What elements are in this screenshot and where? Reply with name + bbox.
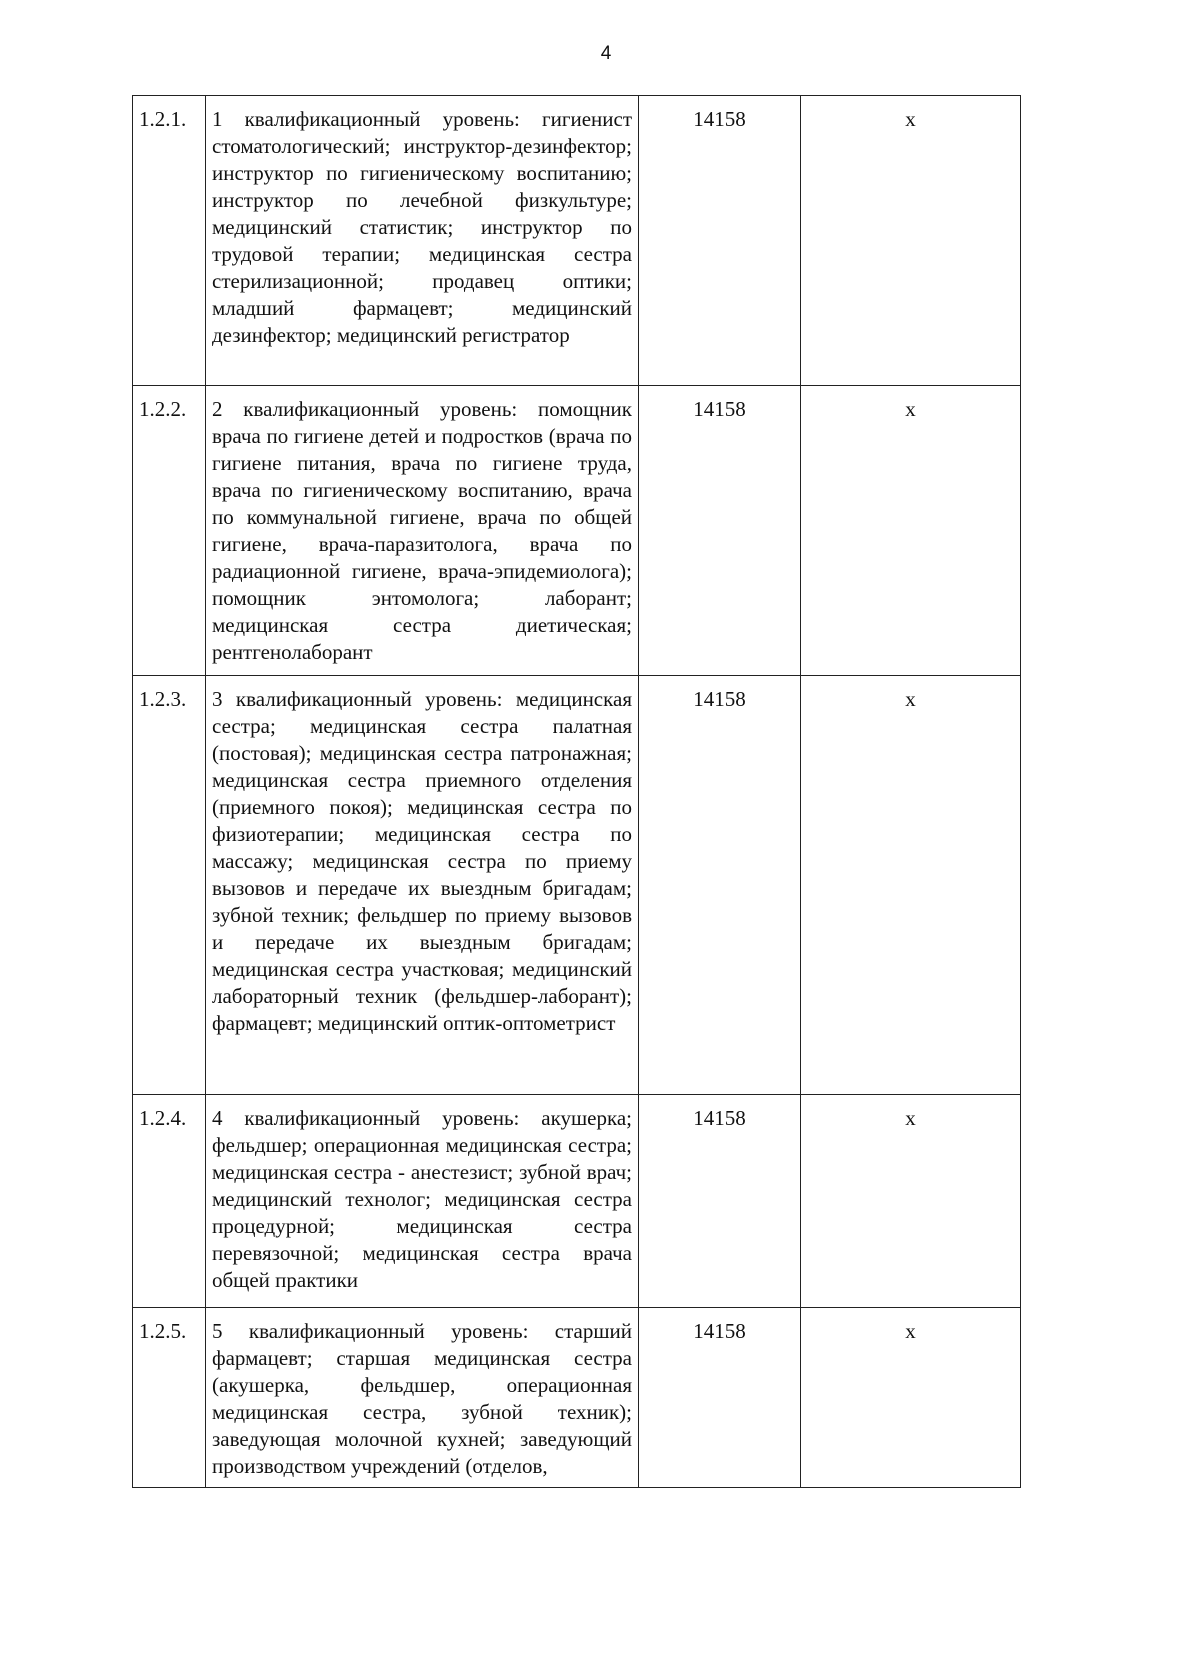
row-number: 1.2.3. [133, 676, 206, 1095]
qualification-table [132, 95, 1021, 1488]
row-mark: x [801, 386, 1021, 676]
row-number: 1.2.5. [133, 1308, 206, 1488]
row-description: 3 квалификационный уровень: медицинская сестра; медицинская сестра палатная (постовая); медицинская сестра патронажная; медицинская сестра приемного отделения (приемного покоя); медицинская сестра по физиотерапии; медицинская сестра по массажу; медицинская сестра по приему вызовов и передаче их выездным бригадам; зубной техник; фельдшер по приему вызовов и передаче их выездным бригадам; медицинская сестра участковая; медицинский лабораторный техник (фельдшер-лаборант); фармацевт; медицинский оптик-оптометрист [206, 676, 639, 1095]
row-value: 14158 [639, 1095, 801, 1308]
row-value: 14158 [639, 386, 801, 676]
page-number: 4 [600, 43, 612, 64]
row-number: 1.2.1. [133, 96, 206, 386]
row-description-text: 5 квалификационный уровень: старший фармацевт; старшая медицинская сестра (акушерка, фельдшер, операционная медицинская сестра, зубной техник); заведующая молочной кухней; заведующий производством учреждений (отделов, [212, 1319, 632, 1478]
row-mark: x [801, 1308, 1021, 1488]
row-number: 1.2.2. [133, 386, 206, 676]
row-value: 14158 [639, 1308, 801, 1488]
row-mark: x [801, 676, 1021, 1095]
row-mark: x [801, 1095, 1021, 1308]
table-row [133, 1095, 1021, 1308]
row-description [206, 1308, 639, 1488]
table-row [133, 96, 1021, 386]
table-row [133, 1308, 1021, 1488]
row-description: 4 квалификационный уровень: акушерка; фельдшер; операционная медицинская сестра; медицинская сестра - анестезист; зубной врач; медицинский технолог; медицинская сестра процедурной; медицинская сестра перевязочной; медицинская сестра врача общей практики [206, 1095, 639, 1308]
row-number: 1.2.4. [133, 1095, 206, 1308]
table-row [133, 676, 1021, 1095]
row-value: 14158 [639, 676, 801, 1095]
row-description: 2 квалификационный уровень: помощник врача по гигиене детей и подростков (врача по гигиене питания, врача по гигиене труда, врача по гигиеническому воспитанию, врача по коммунальной гигиене, врача по общей гигиене, врача-паразитолога, врача по радиационной гигиене, врача-эпидемиолога); помощник энтомолога; лаборант; медицинская сестра диетическая; рентгенолаборант [206, 386, 639, 676]
row-value: 14158 [639, 96, 801, 386]
table-row [133, 386, 1021, 676]
row-mark: x [801, 96, 1021, 386]
row-description: 1 квалификационный уровень: гигиенист стоматологический; инструктор-дезинфектор; инструктор по гигиеническому воспитанию; инструктор по лечебной физкультуре; медицинский статистик; инструктор по трудовой терапии; медицинская сестра стерилизационной; продавец оптики; младший фармацевт; медицинский дезинфектор; медицинский регистратор [206, 96, 639, 386]
